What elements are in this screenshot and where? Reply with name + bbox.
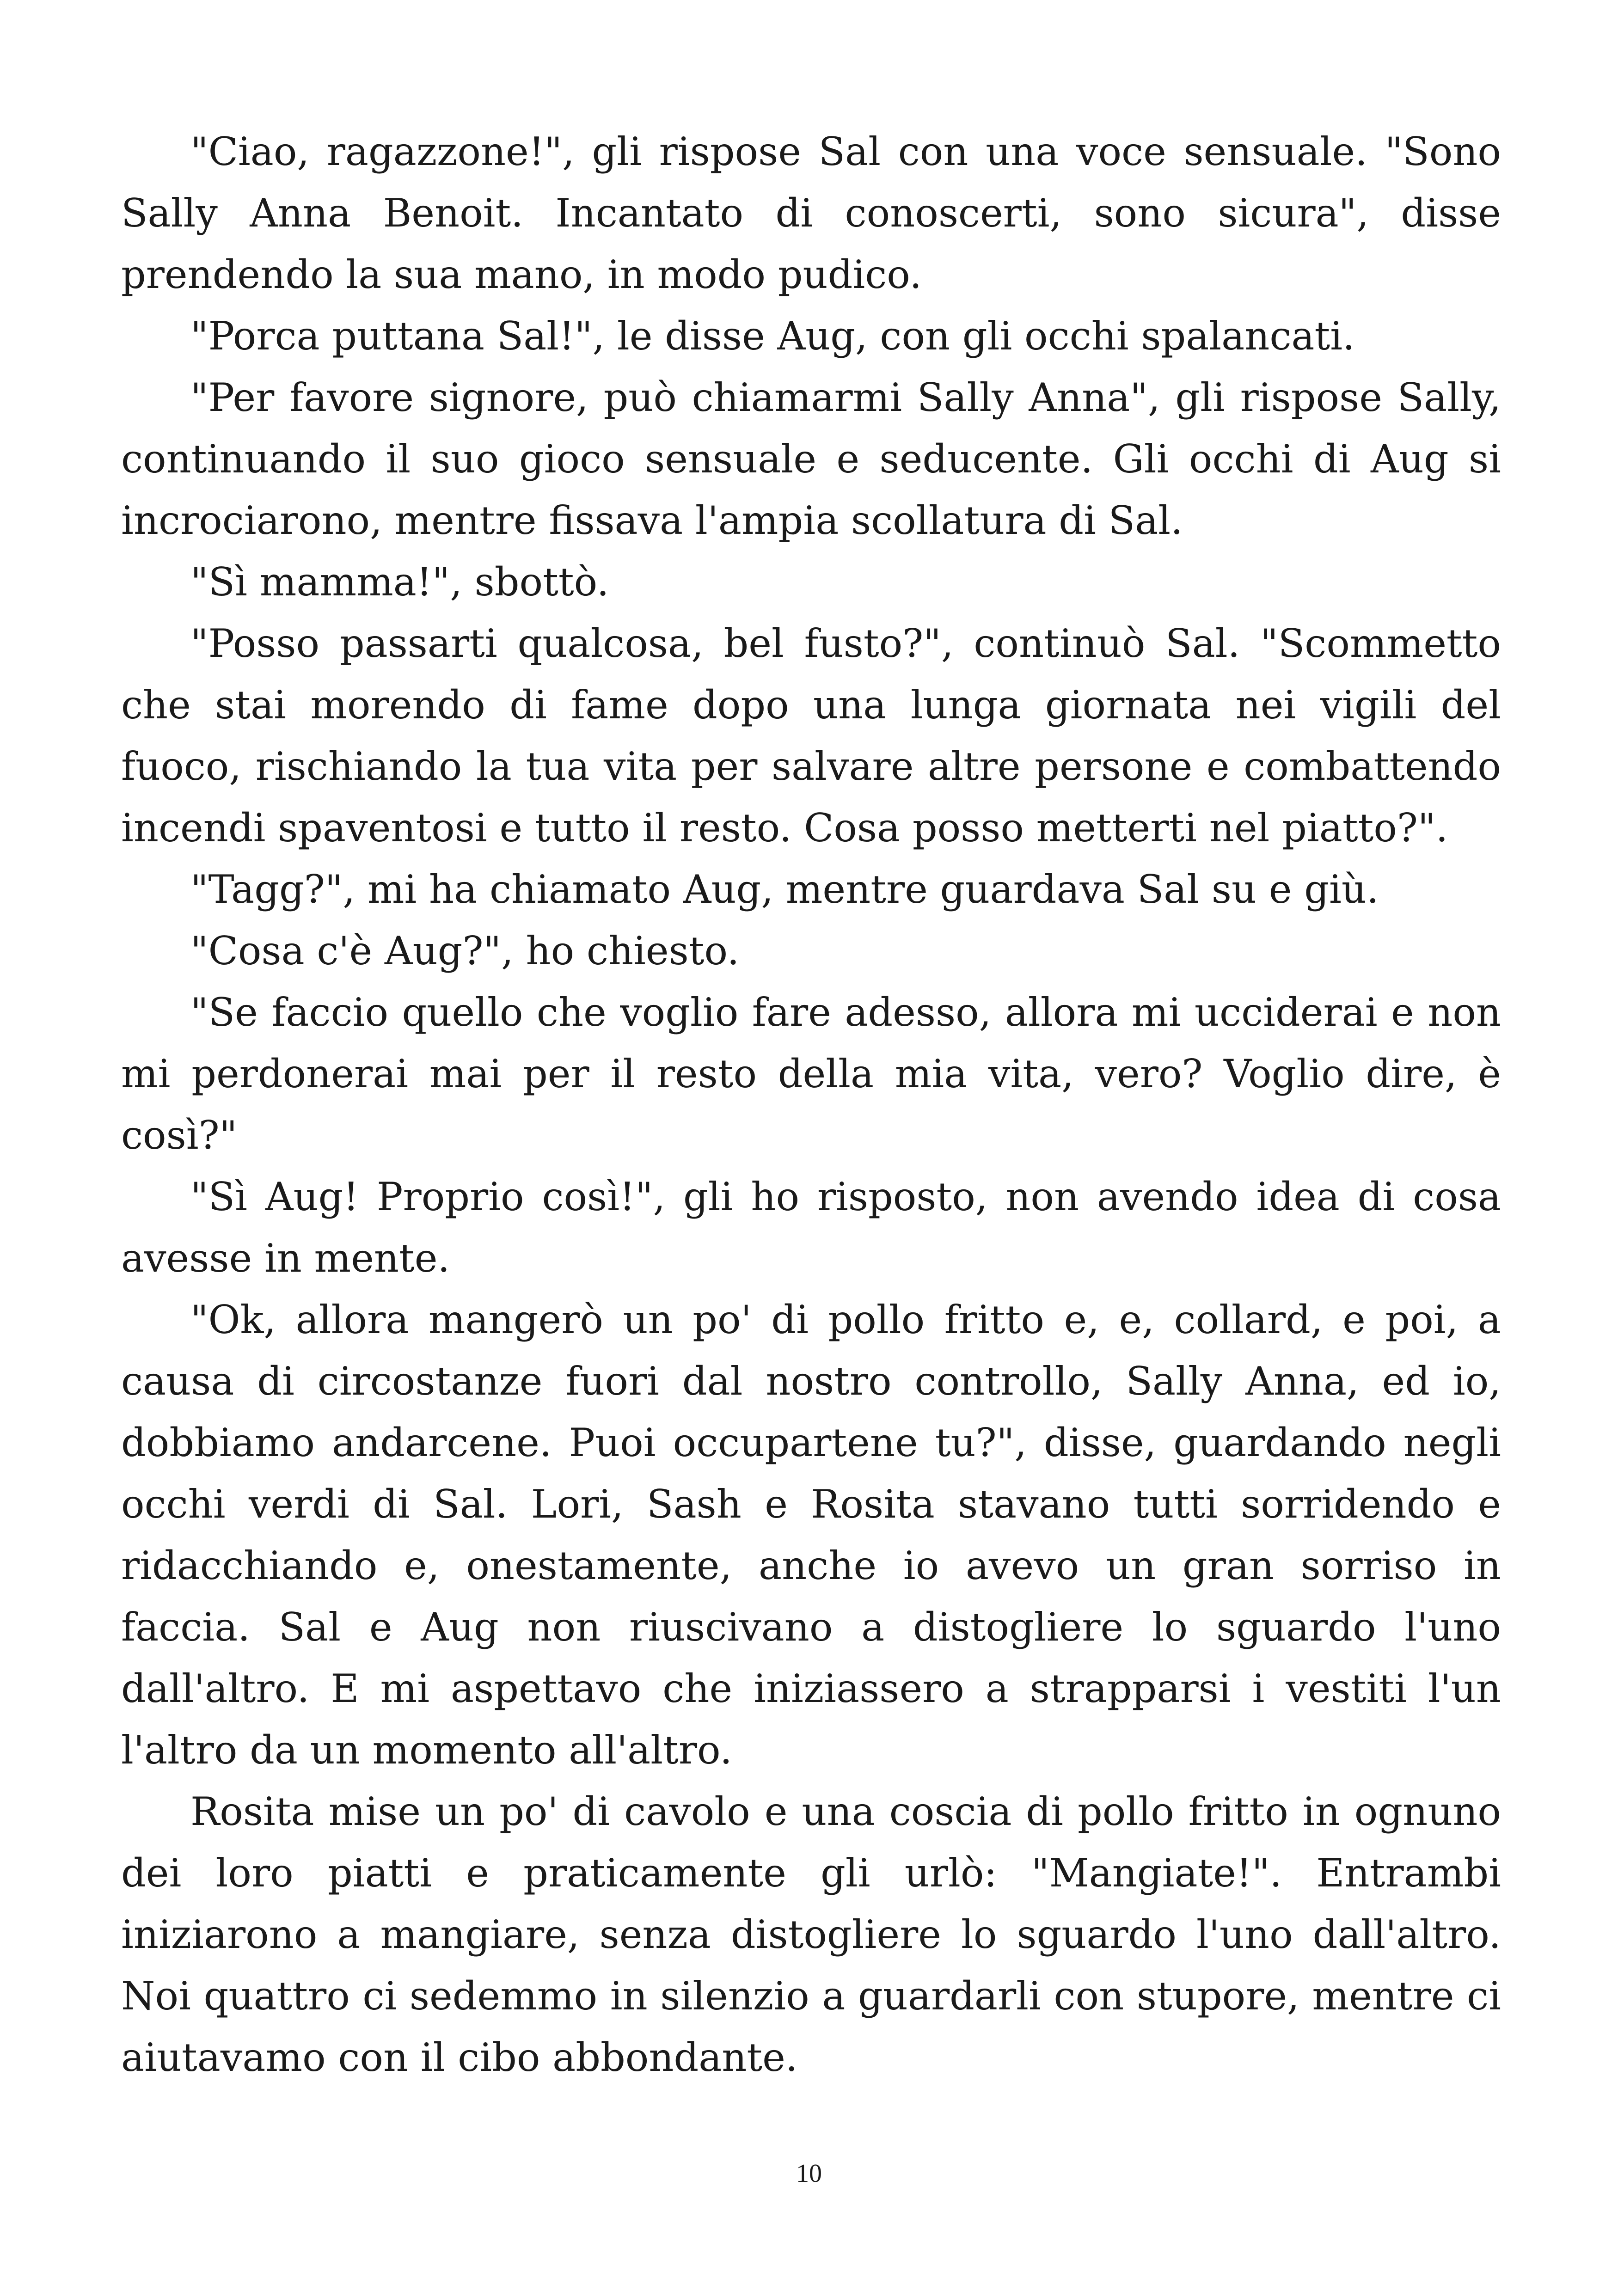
paragraph: "Cosa c'è Aug?", ho chiesto.	[190, 928, 740, 974]
page-number: 10	[796, 2159, 822, 2188]
paragraph: "Tagg?", mi ha chiamato Aug, mentre guardava Sal su e giù.	[190, 867, 1379, 912]
paragraph: "Porca puttana Sal!", le disse Aug, con gli occhi spalancati.	[190, 313, 1355, 359]
paragraph: "Ciao, ragazzone!", gli rispose Sal con una voce sensuale. "Sono Sally Anna Benoit. Incantato di conoscerti, sono sicura", disse prendendo la sua mano, in modo pudico.	[121, 129, 1501, 297]
paragraph: "Sì mamma!", sbottò.	[190, 559, 609, 605]
paragraph: "Se faccio quello che voglio fare adesso, allora mi ucciderai e non mi perdonerai mai per il resto della mia vita, vero? Voglio dire, è così?"	[121, 990, 1501, 1158]
paragraph: Rosita mise un po' di cavolo e una coscia di pollo fritto in ognuno dei loro piatti e praticamente gli urlò: "Mangiate!". Entrambi iniziarono a mangiare, senza distogliere lo sguardo l'uno dall'altro. Noi quattro ci sedemmo in silenzio a guardarli con stupore, mentre ci aiutavamo con il cibo abbondante.	[121, 1789, 1501, 2080]
paragraph: "Per favore signore, può chiamarmi Sally Anna", gli rispose Sally, continuando il suo gioco sensuale e seducente. Gli occhi di Aug si incrociarono, mentre fissava l'ampia scollatura di Sal.	[121, 375, 1501, 543]
paragraph: "Ok, allora mangerò un po' di pollo fritto e, e, collard, e poi, a causa di circostanze fuori dal nostro controllo, Sally Anna, ed io, dobbiamo andarcene. Puoi occupartene tu?", disse, guardando negli occhi verdi di Sal. Lori, Sash e Rosita stavano tutti sorridendo e ridacchiando e, onestamente, anche io avevo un gran sorriso in faccia. Sal e Aug non riuscivano a distogliere lo sguardo l'uno dall'altro. E mi aspettavo che iniziassero a strapparsi i vestiti l'un l'altro da un momento all'altro.	[121, 1297, 1501, 1773]
body-text	[121, 121, 1501, 2088]
paragraph: "Sì Aug! Proprio così!", gli ho risposto, non avendo idea di cosa avesse in mente.	[121, 1174, 1501, 1281]
paragraph: "Posso passarti qualcosa, bel fusto?", continuò Sal. "Scommetto che stai morendo di fame dopo una lunga giornata nei vigili del fuoco, rischiando la tua vita per salvare altre persone e combattendo incendi spaventosi e tutto il resto. Cosa posso metterti nel piatto?".	[121, 621, 1501, 851]
